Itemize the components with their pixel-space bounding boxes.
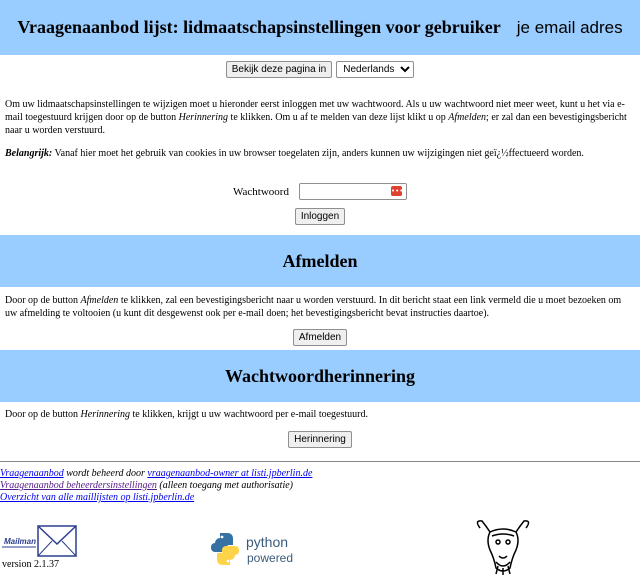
reminder-row (0, 431, 640, 448)
login-row (0, 208, 640, 225)
mailman-logo-text: Mailman (3, 537, 37, 546)
user-email: je email adres (516, 17, 623, 37)
password-manager-icon[interactable]: ••• (390, 187, 404, 195)
language-select[interactable] (336, 61, 414, 78)
footer-line-owner: Vraagenaanbod wordt beheerd door vraagenaanbod-owner at listi.jpberlin.de (0, 468, 313, 479)
intro-text: Om uw lidmaatschapsinstellingen te wijzigen moet u hieronder eerst inloggen met uw wachtwoord. Als u uw wachtwoord niet meer weet, kunt u het via e-mail toegestuurd krijgen door op de button Herinnering te klikken. Om u af te melden van deze lijst klikt u op Afmelden; er zal dan een bevestigingsbericht naar u worden verstuurd. (5, 99, 627, 136)
footer-divider (0, 461, 640, 462)
unsubscribe-header (0, 235, 640, 287)
password-row (0, 183, 640, 200)
python-powered-logo[interactable] (208, 530, 303, 568)
mailman-logo[interactable] (0, 522, 80, 560)
gnu-head-icon (477, 521, 528, 575)
footer (0, 468, 312, 504)
unsubscribe-heading: Afmelden (282, 250, 358, 271)
password-input[interactable] (300, 187, 390, 202)
unsubscribe-row (0, 329, 640, 346)
footer-line-admin: Vraagenaanbod beheerdersinstellingen (alleen toegang met authorisatie) (0, 480, 294, 491)
admin-settings-link[interactable]: Vraagenaanbod beheerdersinstellingen (0, 480, 157, 491)
python-logo-text: python (246, 534, 289, 550)
password-label: Wachtwoord (233, 185, 289, 198)
gnu-logo[interactable] (472, 518, 534, 576)
cookie-notice: Belangrijk: Vanaf hier moet het gebruik van cookies in uw browser toegelaten zijn, anders kunnen uw wijzigingen niet geï¿½ffectueerd worden. (5, 148, 584, 159)
unsubscribe-text: Door op de button Afmelden te klikken, zal een bevestigingsbericht naar u worden verstuurd. In dit bericht staat een link vermeld die u moet bezoeken om uw afmelding te voltooien (u kunt dit desgewenst ook per e-mail doen; het bevestigingsbericht bevat instructies daartoe). (5, 295, 622, 319)
page-header (0, 0, 640, 55)
powered-logo-text: powered (247, 551, 294, 565)
reminder-text: Door op de button Herinnering te klikken, krijgt u uw wachtwoord per e-mail toegestuurd. (5, 409, 368, 420)
owner-email-link[interactable]: vraagenaanbod-owner at listi.jpberlin.de (147, 468, 313, 479)
unsubscribe-button[interactable]: Afmelden (293, 329, 347, 346)
language-row (0, 61, 640, 78)
reminder-header (0, 350, 640, 402)
reminder-button[interactable]: Herinnering (288, 431, 352, 448)
view-language-button[interactable]: Bekijk deze pagina in (226, 61, 333, 78)
python-icon (211, 533, 239, 565)
all-lists-link[interactable]: Overzicht van alle maillijsten op listi.jpberlin.de (0, 492, 195, 503)
version-text: version 2.1.37 (2, 559, 59, 570)
page-title: Vraagenaanbod lijst: lidmaatschapsinstellingen voor gebruiker (17, 17, 501, 37)
reminder-heading: Wachtwoordherinnering (224, 365, 415, 386)
list-info-link[interactable]: Vraagenaanbod (0, 468, 64, 479)
footer-line-overview (0, 492, 312, 504)
password-field-wrapper (299, 183, 407, 200)
login-button[interactable]: Inloggen (295, 208, 345, 225)
